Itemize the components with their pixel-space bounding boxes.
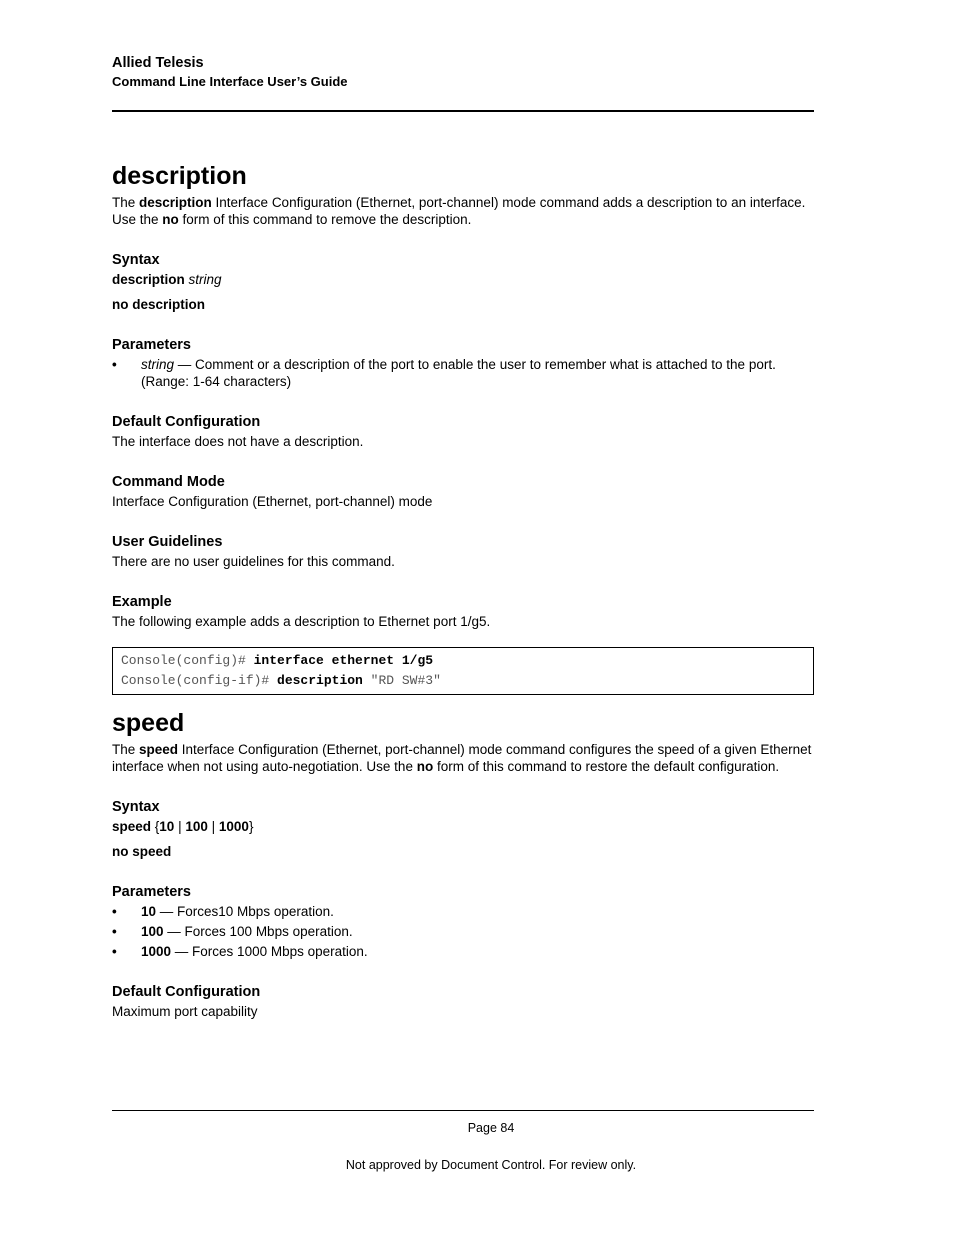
speed-syntax-section bbox=[112, 798, 814, 860]
content bbox=[112, 160, 814, 1020]
description-default-config-heading: Default Configuration bbox=[112, 414, 261, 430]
speed-parameters-heading: Parameters bbox=[112, 884, 191, 900]
description-title: description bbox=[112, 162, 247, 190]
list-item: • 100 — Forces 100 Mbps operation. bbox=[112, 924, 353, 939]
speed-default-config-heading: Default Configuration bbox=[112, 984, 261, 1000]
code-example-box bbox=[112, 647, 814, 695]
description-example-section bbox=[112, 593, 814, 695]
header-guide-title: Command Line Interface User’s Guide bbox=[112, 74, 348, 89]
list-item: • 1000 — Forces 1000 Mbps operation. bbox=[112, 944, 368, 959]
speed-title: speed bbox=[112, 709, 185, 737]
description-parameters-section bbox=[112, 336, 814, 390]
description-syntax-heading: Syntax bbox=[112, 252, 160, 268]
speed-syntax-heading: Syntax bbox=[112, 799, 160, 815]
code-line: Console(config)# interface ethernet 1/g5 bbox=[121, 653, 434, 668]
description-syntax-line: description string bbox=[112, 272, 222, 287]
description-user-guidelines-text: There are no user guidelines for this command. bbox=[112, 554, 395, 569]
description-parameters-heading: Parameters bbox=[112, 337, 191, 353]
speed-intro: The speed Interface Configuration (Ethernet, port-channel) mode command configures the speed of a given Ethernet interface when not using auto-negotiation. Use the no form of this command to restore the default configuration. bbox=[112, 742, 812, 774]
footer-rule bbox=[112, 1110, 814, 1111]
description-example-text: The following example adds a description to Ethernet port 1/g5. bbox=[112, 614, 491, 629]
header-company: Allied Telesis bbox=[112, 55, 204, 71]
description-syntax-no-line: no description bbox=[112, 297, 206, 312]
list-item: • string — Comment or a description of the port to enable the user to remember what is attached to the port. (Range: 1-64 characters) bbox=[112, 357, 776, 389]
description-default-config-section bbox=[112, 413, 814, 450]
footer-review-note: Not approved by Document Control. For review only. bbox=[345, 1158, 637, 1172]
description-command-mode-heading: Command Mode bbox=[112, 474, 225, 490]
description-command-mode-text: Interface Configuration (Ethernet, port-channel) mode bbox=[112, 494, 433, 509]
speed-default-config-text: Maximum port capability bbox=[112, 1004, 258, 1019]
speed-syntax-no-line: no speed bbox=[112, 844, 172, 859]
description-example-heading: Example bbox=[112, 594, 172, 610]
header-rule bbox=[112, 110, 814, 112]
speed-default-config-section bbox=[112, 983, 814, 1020]
description-intro: The description Interface Configuration (Ethernet, port-channel) mode command adds a description to an interface. Use the no form of this command to remove the description. bbox=[112, 195, 806, 227]
description-command-mode-section bbox=[112, 473, 814, 510]
list-item: • 10 — Forces10 Mbps operation. bbox=[112, 904, 334, 919]
code-line: Console(config-if)# description "RD SW#3" bbox=[121, 673, 441, 688]
description-syntax-section bbox=[112, 251, 814, 313]
description-user-guidelines-section bbox=[112, 533, 814, 570]
speed-parameters-section bbox=[112, 883, 814, 960]
description-user-guidelines-heading: User Guidelines bbox=[112, 534, 223, 550]
footer-page-number: Page 84 bbox=[467, 1121, 515, 1135]
description-default-config-text: The interface does not have a description. bbox=[112, 434, 364, 449]
speed-syntax-line: speed {10 | 100 | 1000} bbox=[112, 819, 254, 834]
